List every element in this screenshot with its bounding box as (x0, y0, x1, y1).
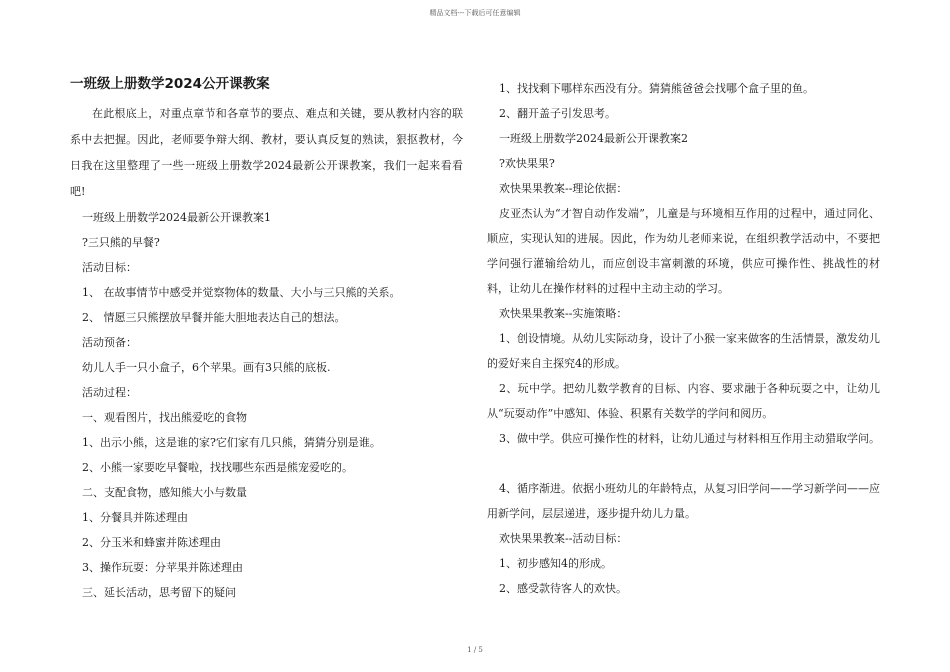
process-step: 2、翻开盖子引发思考。 (499, 107, 616, 120)
document-title: 一班级上册数学2024公开课教案 (70, 76, 270, 92)
activity-prep-label: 活动预备： (82, 336, 137, 349)
activity-goals-label: 活动目标： (82, 261, 137, 274)
lesson-2-title: ?欢快果果? (499, 157, 555, 170)
process-step: 1、分餐具并陈述理由 (82, 511, 188, 524)
strategy-item: 1、创设情境。从幼儿实际动身，设计了小猴一家来做客的生活情景，激发幼儿的爱好来自主探究4的形成。 (487, 332, 880, 370)
process-step: 2、小熊一家要吃早餐啦，找找哪些东西是熊宠爱吃的。 (82, 461, 353, 474)
theory-label: 欢快果果教案--理论依据： (499, 182, 628, 195)
page-header: 精品文档---下载后可任意编辑 (429, 9, 521, 17)
process-step: 二、支配食物，感知熊大小与数量 (82, 486, 247, 499)
goal-item: 2、 情愿三只熊摆放早餐并能大胆地表达自己的想法。 (82, 311, 346, 324)
strategy-item: 3、做中学。供应可操作性的材料，让幼儿通过与材料相互作用主动猎取学问。 (499, 432, 880, 445)
process-step: 一、观看图片，找出熊爱吃的食物 (82, 411, 247, 424)
strategy-label: 欢快果果教案--实施策略： (499, 307, 628, 320)
process-step: 3、操作玩耍：分苹果并陈述理由 (82, 561, 243, 574)
strategy-item: 2、玩中学。把幼儿数学教育的目标、内容、要求融于各种玩耍之中，让幼儿从“玩耍动作”中感知、体验、积累有关数学的学问和阅历。 (487, 382, 880, 420)
process-step: 1、找找剩下哪样东西没有分。猜猜熊爸爸会找哪个盒子里的鱼。 (499, 82, 814, 95)
process-step: 2、分玉米和蜂蜜并陈述理由 (82, 536, 221, 549)
goal-item: 1、 在故事情节中感受并觉察物体的数量、大小与三只熊的关系。 (82, 286, 401, 299)
left-column (70, 74, 463, 605)
lesson-1-heading: 一班级上册数学2024最新公开课教案1 (82, 211, 271, 224)
goal-item: 1、初步感知4的形成。 (499, 557, 612, 570)
process-step: 三、延长活动，思考留下的疑问 (82, 586, 236, 599)
blank-line (487, 451, 880, 476)
activity-process-label: 活动过程： (82, 386, 137, 399)
goals-label: 欢快果果教案--活动目标： (499, 532, 628, 545)
prep-item: 幼儿人手一只小盒子，6个苹果。画有3只熊的底板. (82, 361, 331, 374)
strategy-item: 4、循序渐进。依据小班幼儿的年龄特点，从复习旧学问——学习新学问——应用新学问，层层递进，逐步提升幼儿力量。 (487, 482, 880, 520)
theory-paragraph: 皮亚杰认为“才智自动作发端”，儿童是与环境相互作用的过程中，通过同化、顺应，实现认知的进展。因此，作为幼儿老师来说，在组织教学活动中，不要把学问强行灌输给幼儿，而应创设丰富刺激的环境，供应可操作性、挑战性的材料，让幼儿在操作材料的过程中主动主动的学习。 (487, 207, 880, 295)
page-number: 1 / 5 (467, 646, 483, 654)
lesson-1-title: ?三只熊的早餐? (82, 236, 160, 249)
process-step: 1、出示小熊，这是谁的家?它们家有几只熊，猜猜分别是谁。 (82, 436, 381, 449)
goal-item: 2、感受款待客人的欢快。 (499, 582, 627, 595)
intro-paragraph: 在此根底上，对重点章节和各章节的要点、难点和关键，要从教材内容的联系中去把握。因此，老师要争辩大纲、教材，要认真反复的熟读，狠抠教材，今日我在这里整理了一些一班级上册数学2024最新公开课教案，我们一起来看看吧! (70, 107, 463, 198)
right-column (487, 76, 880, 601)
lesson-2-heading: 一班级上册数学2024最新公开课教案2 (499, 132, 688, 145)
